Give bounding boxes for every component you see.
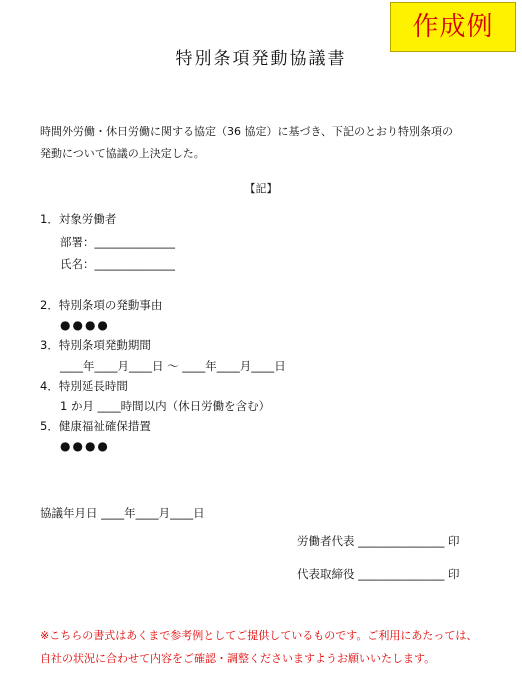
agreement-date: 協議年月日 ____年____月____日	[40, 506, 205, 520]
representative-director-signature: 代表取締役 _______________ 印	[297, 567, 460, 581]
department-field: 部署：______________	[60, 235, 175, 249]
sample-badge: 作成例	[390, 2, 516, 52]
section-4-title: 4．特別延長時間	[40, 379, 128, 393]
worker-representative-signature: 労働者代表 _______________ 印	[297, 534, 460, 548]
ki-heading: 【記】	[244, 182, 278, 195]
section-3-title: 3．特別条項発動期間	[40, 338, 151, 352]
note-line-2: 自社の状況に合わせて内容をご確認・調整くださいますようお願いいたします。	[40, 652, 436, 665]
section-5-title: 5．健康福祉確保措置	[40, 419, 151, 433]
section-2-title: 2．特別条項の発動事由	[40, 298, 163, 312]
section-4-value: 1 か月 ____時間以内（休日労働を含む）	[60, 399, 271, 413]
document-title: 特別条項発動協議書	[175, 49, 347, 69]
intro-line-2: 発動について協議の上決定した。	[40, 147, 205, 160]
section-3-value: ____年____月____日 ～ ____年____月____日	[60, 359, 286, 373]
section-5-value: ●●●●	[60, 439, 110, 453]
intro-line-1: 時間外労働・休日労働に関する協定（36 協定）に基づき、下記のとおり特別条項の	[40, 125, 454, 138]
section-1-title: 1．対象労働者	[40, 212, 117, 226]
name-field: 氏名：______________	[60, 257, 175, 271]
note-line-1: ※こちらの書式はあくまで参考例としてご提供しているものです。ご利用にあたっては、	[40, 629, 478, 642]
section-2-value: ●●●●	[60, 318, 110, 332]
